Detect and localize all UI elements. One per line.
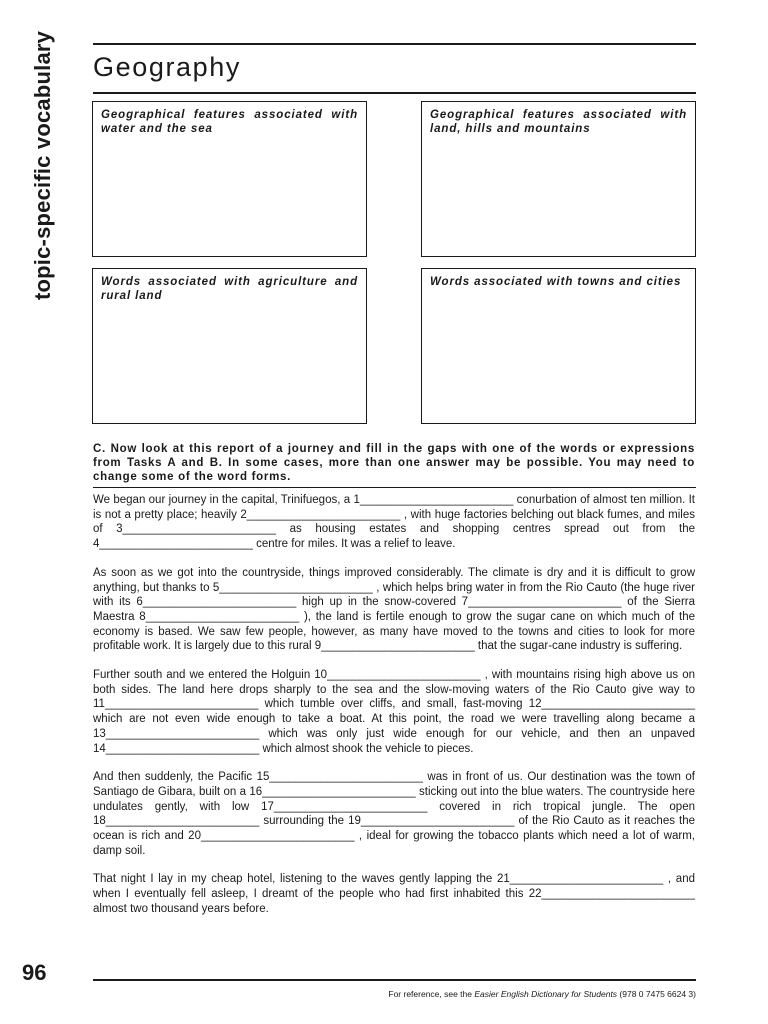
page-title: Geography xyxy=(93,52,241,82)
report-paragraph: We began our journey in the capital, Trinifuegos, a 1________________________ conurbation of almost ten million. It is not a pretty place; heavily 2________________________ , with huge factories belching out black fumes, and miles of 3________________________ as housing estates and shopping centres spread out from the 4________________________ centre for miles. It was a relief to leave. xyxy=(93,494,695,551)
category-box-heading: Geographical features associated with water and the sea xyxy=(101,109,358,135)
report-paragraph: That night I lay in my cheap hotel, listening to the waves gently lapping the 21________________________ , and when I eventually fell asleep, I dreamt of the people who had first inhabited this 22________________________ almost two thousand years before. xyxy=(93,873,695,915)
footer-book-title: Easier English Dictionary for Students xyxy=(474,989,618,999)
journey-report xyxy=(93,493,695,931)
bottom-rule xyxy=(93,979,696,981)
footer-prefix: For reference, see the xyxy=(388,989,475,999)
page-number: 96 xyxy=(22,960,47,985)
category-box-land-hills[interactable] xyxy=(421,101,696,257)
report-paragraph: As soon as we got into the countryside, things improved considerably. The climate is dry and it is difficult to grow anything, but thanks to 5________________________ , which helps bring water in from the Rio Cauto (the huge river with its 6________________________ high up in the snow-covered 7________________________ of the Sierra Maestra 8________________________ ), the land is fertile enough to grow the sugar cane on which much of the economy is based. We saw few people, however, as many have moved to the towns and cities to look for more profitable work. It is largely due to this rural 9________________________ that the sugar-cane industry is suffering. xyxy=(93,566,695,653)
report-paragraph: And then suddenly, the Pacific 15________________________ was in front of us. Our destination was the town of Santiago de Gibara, built on a 16________________________ sticking out into the blue waters. The countryside here undulates gently, with low 17________________________ covered in rich tropical jungle. The open 18________________________ surrounding the 19________________________ of the Rio Cauto as it reaches the ocean is rich and 20________________________ , ideal for growing the tobacco plants which need a lot of warm, damp soil. xyxy=(93,771,695,857)
title-rule xyxy=(93,92,696,94)
footer-suffix: (978 0 7475 6624 3) xyxy=(617,989,696,999)
category-box-towns-cities[interactable] xyxy=(421,268,696,424)
side-section-label: topic-specific vocabulary xyxy=(30,30,55,300)
top-rule xyxy=(93,43,696,45)
report-paragraph: Further south and we entered the Holguin 10________________________ , with mountains rising high above us on both sides. The land here drops sharply to the sea and the slow-moving waters of the Rio Cauto give way to 11________________________ which tumble over cliffs, and small, fast-moving 12________________________ which are not even wide enough to take a boat. At this point, the road we were travelling along became a 13________________________ which was only just wide enough for our vehicle, and then an unpaved 14________________________ which almost shook the vehicle to pieces. xyxy=(93,669,695,755)
category-box-heading: Words associated with towns and cities xyxy=(430,276,682,288)
instruction-rule xyxy=(93,487,696,488)
category-box-agriculture[interactable] xyxy=(92,268,367,424)
category-box-heading: Words associated with agriculture and rural land xyxy=(101,276,358,302)
category-box-heading: Geographical features associated with land, hills and mountains xyxy=(430,109,687,135)
task-c-instruction: C. Now look at this report of a journey and fill in the gaps with one of the words or expressions from Tasks A and B. In some cases, more than one answer may be possible. You may need to change some of the word forms. xyxy=(93,443,695,483)
footer-reference xyxy=(388,989,696,999)
category-box-water-sea[interactable] xyxy=(92,101,367,257)
